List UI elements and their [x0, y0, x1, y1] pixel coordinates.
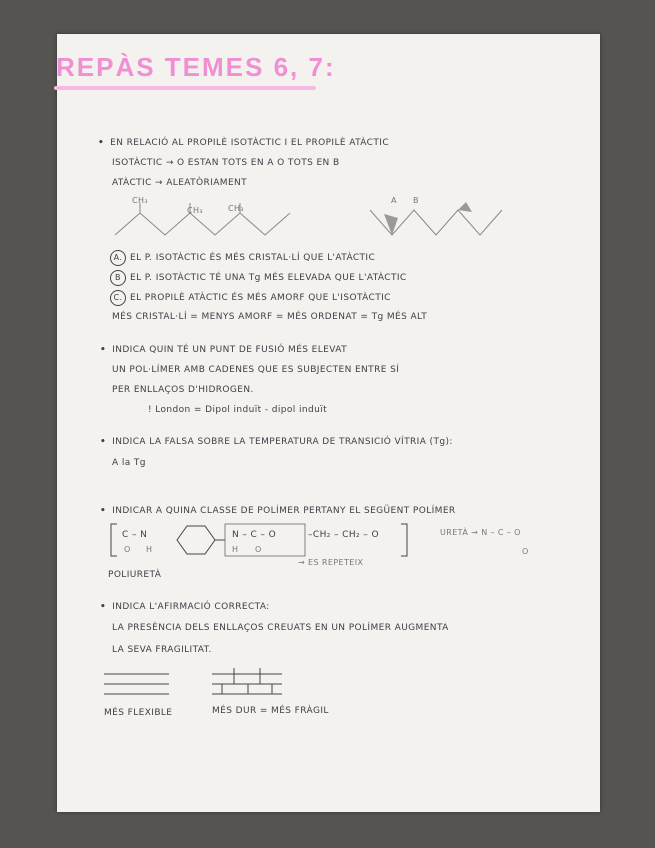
stereo-label-b: B: [413, 196, 419, 205]
ch3-label-3: CH₃: [228, 204, 245, 213]
q1-line2: ISOTÀCTIC → O ESTAN TOTS EN A O TOTS EN B: [112, 158, 340, 168]
stereo-label-a: A: [391, 196, 397, 205]
linear-chains-sketch: [104, 670, 174, 698]
crosslinked-chains-sketch: [212, 668, 287, 698]
ch3-label-2: CH₃: [187, 206, 204, 215]
formula-left-o: O: [124, 545, 131, 554]
q2-line2: UN POL·LÍMER AMB CADENES QUE ES SUBJECTEN ENTRE SÍ: [112, 365, 400, 375]
formula-middle-o: O: [255, 545, 262, 554]
q2-line1: • INDICA QUIN TÉ UN PUNT DE FUSIÓ MÉS ELEVAT: [100, 345, 347, 355]
q4-line1: • INDICAR A QUINA CLASSE DE POLÍMER PERTANY EL SEGÜENT POLÍMER: [100, 506, 456, 516]
q3-line2: A la Tg: [112, 458, 146, 468]
q5-line3: LA SEVA FRAGILITAT.: [112, 645, 212, 655]
title-underline: [54, 86, 316, 90]
ch3-label-1: CH₃: [132, 196, 149, 205]
q5-line2: LA PRESÈNCIA DELS ENLLAÇOS CREUATS EN UN POLÍMER AUGMENTA: [112, 623, 449, 633]
q3-line1: • INDICA LA FALSA SOBRE LA TEMPERATURA DE TRANSICIÓ VÍTRIA (Tg):: [100, 437, 453, 447]
q2-line3: PER ENLLAÇOS D'HIDROGEN.: [112, 385, 254, 395]
polyurethane-structure-sketch: [105, 522, 425, 562]
formula-middle: N – C – O: [232, 530, 277, 540]
q5-left-caption: MÉS FLEXIBLE: [104, 708, 173, 718]
formula-tail: –CH₂ – CH₂ – O: [308, 530, 379, 540]
q1-summary: MÉS CRISTAL·LÍ = MENYS AMORF = MÉS ORDENAT = Tg MÉS ALT: [112, 312, 428, 322]
formula-left-h: H: [146, 545, 153, 554]
q2-line4: ! London = Dipol induït - dipol induït: [148, 405, 327, 415]
option-a: A. EL P. ISOTÀCTIC ÉS MÉS CRISTAL·LÍ QUE L'ATÀCTIC: [110, 250, 375, 266]
q5-right-caption: MÉS DUR = MÉS FRÀGIL: [212, 706, 329, 716]
q1-line1: • EN RELACIÓ AL PROPILÈ ISOTÀCTIC I EL PROPILÈ ATÀCTIC: [98, 138, 390, 148]
formula-urethane-o: O: [522, 547, 529, 556]
q1-line3: ATÀCTIC → ALEATÒRIAMENT: [112, 178, 248, 188]
page-title: REPÀS TEMES 6, 7:: [56, 52, 336, 82]
formula-note: → ES REPETEIX: [298, 558, 364, 567]
option-b: B EL P. ISOTÀCTIC TÉ UNA Tg MÉS ELEVADA QUE L'ATÀCTIC: [110, 270, 407, 286]
option-c: C. EL PROPILÈ ATÀCTIC ÉS MÉS AMORF QUE L'ISOTÀCTIC: [110, 290, 391, 306]
formula-left: C – N: [122, 530, 148, 540]
q5-line1: • INDICA L'AFIRMACIÓ CORRECTA:: [100, 602, 270, 612]
formula-middle-h: H: [232, 545, 239, 554]
formula-urethane: URETÀ → N – C – O: [440, 528, 521, 537]
formula-name: POLIURETÀ: [108, 570, 162, 580]
atactic-chain-sketch: [370, 200, 510, 245]
